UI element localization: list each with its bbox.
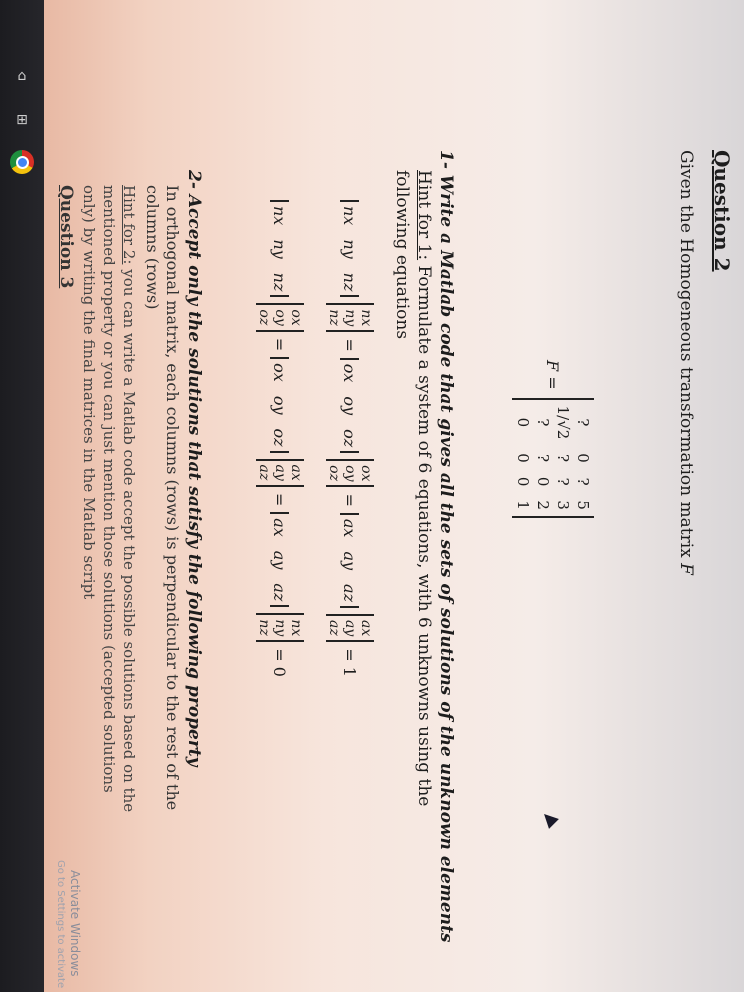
matrix-cell: 3 <box>554 500 572 510</box>
vec-entry: ay <box>342 620 358 637</box>
given-text <box>676 150 696 575</box>
question-3-title: Question 3 <box>56 185 76 289</box>
part-2-title: 2- Accept only the solutions that satisfy the following property <box>184 170 204 767</box>
column-vector <box>256 303 304 331</box>
vec-entry: ox <box>270 363 290 382</box>
vec-entry: ax <box>340 518 360 538</box>
vec-entry: az <box>270 583 290 602</box>
taskbar <box>0 0 44 992</box>
vec-entry: nz <box>256 619 272 636</box>
row-vector <box>341 358 360 453</box>
vec-entry: ay <box>340 551 360 571</box>
matrix-cell: ? <box>554 477 572 486</box>
matrix-cell: ? <box>574 477 592 486</box>
document-page <box>44 0 744 992</box>
matrix-cell: 2 <box>534 500 552 510</box>
vec-entry: ox <box>288 309 304 326</box>
column-vector <box>326 614 374 642</box>
equals-sign: = <box>270 337 290 352</box>
equals-sign: = <box>270 492 290 507</box>
column-vector <box>256 613 304 642</box>
document-viewer <box>44 0 744 992</box>
vec-entry: az <box>340 584 360 602</box>
question-2-title: Question 2 <box>710 150 734 272</box>
vec-entry: ny <box>342 309 358 327</box>
equation-2 <box>256 200 304 677</box>
vec-entry: nx <box>340 206 360 226</box>
row-vector <box>271 512 290 607</box>
vec-entry: nz <box>326 309 342 326</box>
part-2-hint-line-3: only) by writing the final matrices in the Matlab script <box>80 185 98 600</box>
row-vector <box>341 200 360 297</box>
equation-1 <box>326 200 374 677</box>
vec-entry: nx <box>270 206 290 226</box>
part-2-body-line-1: In orthogonal matrix, each columns (rows) is perpendicular to the rest of the <box>163 185 182 811</box>
matrix-cell: 0 <box>514 417 532 428</box>
vec-entry: oy <box>270 395 290 415</box>
equation-result: = 0 <box>270 648 290 677</box>
column-vector <box>326 459 374 487</box>
part-1-title: 1- Write a Matlab code that gives all the sets of solutions of the unknown elements <box>436 150 456 943</box>
activate-windows-watermark: Activate Windows <box>68 870 82 977</box>
vec-entry: ny <box>272 619 288 637</box>
vec-entry: oz <box>326 465 342 481</box>
given-sentence: Given the Homogeneous transformation matrix <box>676 150 696 564</box>
matrix-cell: ? <box>534 454 552 463</box>
vec-entry: ny <box>270 239 290 259</box>
vec-entry: ax <box>288 464 304 481</box>
vec-entry: nx <box>358 309 374 327</box>
activate-windows-subtext: Go to Settings to activate <box>55 860 66 989</box>
equals-sign: = <box>340 493 360 507</box>
vec-entry: nz <box>340 272 360 292</box>
matrix-cell: 0 <box>534 476 552 487</box>
vec-entry: nz <box>270 272 290 292</box>
vec-entry: az <box>326 620 342 636</box>
column-vector <box>256 459 304 487</box>
matrix-cell: ? <box>534 418 552 427</box>
matrix-cell: ? <box>554 454 572 463</box>
matrix-cell: 0 <box>514 453 532 463</box>
equation-result: = 1 <box>340 648 360 677</box>
vec-entry: az <box>256 464 272 481</box>
vec-entry: oy <box>272 309 288 326</box>
matrix-cell: 0 <box>574 453 592 463</box>
part-1-hint-label: Hint for 1: <box>414 170 434 261</box>
part-1-hint <box>414 170 434 806</box>
part-1-following: following equations <box>392 170 412 340</box>
equals-sign: = <box>340 338 360 352</box>
task-view-icon[interactable]: ⊞ <box>16 112 28 128</box>
part-2-hint-line-2: mentioned property or you can just mention those solutions (accepted solutions <box>100 185 118 793</box>
matrix-cell: 1/√2 <box>554 405 572 440</box>
matrix-cell: 1 <box>514 500 532 510</box>
vec-entry: ax <box>270 518 290 537</box>
part-2-hint-text: you can write a Matlab code accept the possible solutions based on the <box>120 264 138 813</box>
column-vector <box>326 303 374 332</box>
matrix-f-body <box>512 398 594 518</box>
given-variable: F <box>676 563 696 575</box>
vec-entry: ax <box>358 620 374 637</box>
matrix-cell: 5 <box>574 500 592 510</box>
part-2-body-line-2: columns (rows) <box>143 185 162 310</box>
row-vector <box>341 513 360 608</box>
vec-entry: nx <box>288 619 304 637</box>
vec-entry: oz <box>340 429 360 448</box>
vec-entry: oz <box>270 428 290 447</box>
part-2-hint-label: Hint for 2: <box>120 185 138 265</box>
row-vector <box>271 200 290 297</box>
vec-entry: ny <box>340 239 360 259</box>
vec-entry: oy <box>342 465 358 482</box>
chrome-icon[interactable] <box>10 150 34 174</box>
matrix-cell: 0 <box>514 476 532 487</box>
vec-entry: ox <box>340 363 360 383</box>
vec-entry: ay <box>272 464 288 481</box>
vec-entry: oz <box>256 309 272 326</box>
vec-entry: oy <box>340 396 360 416</box>
row-vector <box>271 357 290 452</box>
matrix-f-label: F = <box>543 360 563 390</box>
vec-entry: ox <box>358 465 374 482</box>
home-icon[interactable]: ⌂ <box>17 68 27 84</box>
part-1-hint-text: Formulate a system of 6 equations, with 6 unknowns using the <box>414 260 434 807</box>
vec-entry: ay <box>270 550 290 570</box>
part-2-hint-line-1 <box>120 185 138 812</box>
matrix-cell: ? <box>574 418 592 427</box>
matrix-f <box>512 360 594 518</box>
